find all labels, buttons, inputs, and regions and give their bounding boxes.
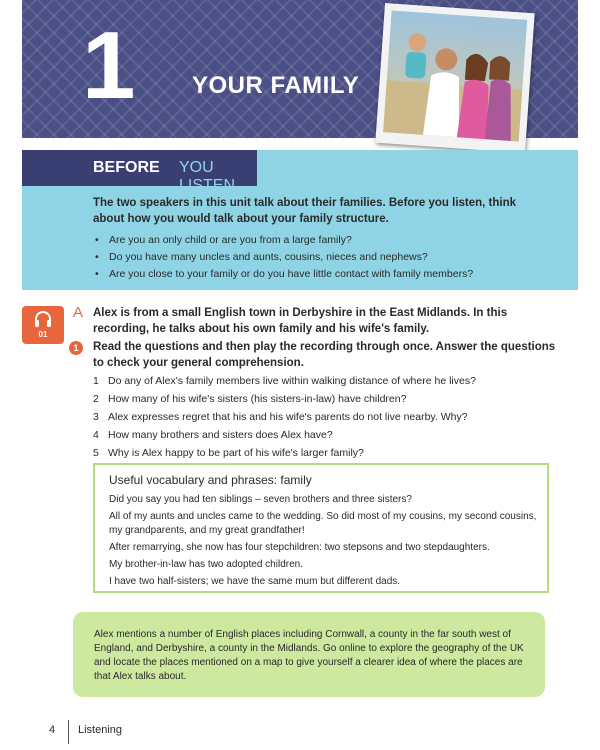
question-item [93,390,476,408]
question-item [93,408,476,426]
headphones-icon [33,309,53,329]
family-photo [375,3,534,153]
footer-section-label: Listening [78,724,123,736]
question-text: How many of his wife's sisters (his sisters-in-law) have children? [108,393,407,405]
geography-note-text: Alex mentions a number of English places including Cornwall, a county in the far south west of England, and Derbyshire, a county in the Midlands. Go online to explore the geography of the UK and locate the places mentioned on a map to give yourself a clearer idea of where the places are that Alex talks about. [94,629,524,682]
heading-you-listen: YOU LISTEN [179,159,236,194]
section-letter: A [73,304,84,321]
vocabulary-line: All of my aunts and uncles came to the wedding. So did most of my cousins, my second cousins, my grandparents, and my great grandfather! [109,511,537,536]
vocabulary-title: Useful vocabulary and phrases: family [109,473,312,487]
audio-track-button[interactable] [22,306,64,344]
vocabulary-box [93,463,549,593]
heading-before: BEFORE [93,159,160,176]
step-instruction: Read the questions and then play the recording through once. Answer the questions to check your general comprehension. [93,341,556,369]
page-number: 4 [49,724,56,736]
question-item [93,372,476,390]
vocabulary-line: After remarrying, she now has four stepchildren: two stepsons and two stepdaughters. [109,542,490,553]
question-item [93,444,476,462]
vocabulary-lines [109,493,539,592]
question-number: 2 [93,393,99,405]
audio-track-number: 01 [38,330,48,339]
unit-number: 1 [82,12,136,119]
question-number: 3 [93,411,99,423]
question-item [93,426,476,444]
unit-title: YOUR FAMILY [192,72,360,99]
question-text: How many brothers and sisters does Alex have? [108,429,333,441]
question-number: 1 [93,375,99,387]
family-photo-image [383,10,527,141]
question-list [93,372,476,462]
vocabulary-line: Did you say you had ten siblings – seven brothers and three sisters? [109,494,412,505]
footer-divider [68,720,69,744]
bullet-item: • Are you an only child or are you from a large family? [93,232,473,249]
question-text: Why is Alex happy to be part of his wife's larger family? [108,447,364,459]
section-a-intro: Alex is from a small English town in Derbyshire in the East Midlands. In this recording, he talks about his own family and his wife's family. [93,307,508,335]
before-you-listen-intro: The two speakers in this unit talk about their families. Before you listen, think about how you would talk about your family structure. [93,197,517,225]
question-number: 4 [93,429,99,441]
bullet-item: • Do you have many uncles and aunts, cousins, nieces and nephews? [93,249,473,266]
step-number-badge: 1 [69,341,83,355]
vocabulary-line: I have two half-sisters; we have the same mum but different dads. [109,576,401,587]
before-you-listen-heading [22,150,257,194]
bullet-item: • Are you close to your family or do you have little contact with family members? [93,266,473,283]
question-number: 5 [93,447,99,459]
question-text: Do any of Alex's family members live within walking distance of where he lives? [108,375,476,387]
vocabulary-line: My brother-in-law has two adopted children. [109,559,303,570]
question-text: Alex expresses regret that his and his wife's parents do not live nearby. Why? [108,411,468,423]
before-you-listen-bullets [93,232,473,283]
